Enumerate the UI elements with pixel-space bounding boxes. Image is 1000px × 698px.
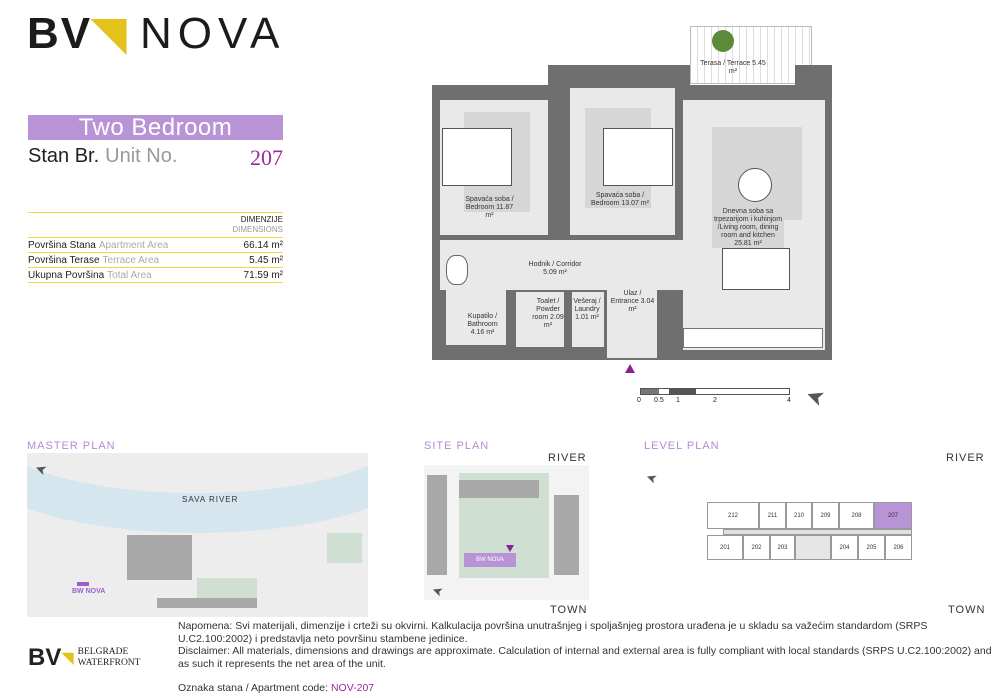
unit-203[interactable]: 203 (770, 535, 795, 560)
north-arrow-icon: ➤ (643, 469, 659, 488)
building (157, 598, 257, 608)
bedroom-1-label: Spavaća soba / Bedroom 11.87 m² (465, 196, 514, 219)
north-arrow-icon: ➤ (429, 582, 445, 600)
bw-nova-label: BW NOVA (72, 588, 106, 595)
park (327, 533, 362, 563)
row-value: 71.59 m² (243, 270, 283, 281)
building (459, 480, 539, 498)
unit-label-en: Unit No. (105, 145, 178, 167)
unit-201[interactable]: 201 (707, 535, 743, 560)
kitchen-counter (683, 328, 823, 348)
logo-w-mark: ◥ (92, 9, 128, 58)
master-plan-title: MASTER PLAN (27, 440, 116, 452)
dining-table-icon (722, 248, 790, 290)
park (197, 578, 257, 598)
level-town-label: TOWN (948, 604, 986, 616)
header-en: DIMENSIONS (232, 225, 283, 234)
building (554, 495, 579, 575)
scale-tick: 2 (713, 397, 717, 404)
scale-tick: 0 (637, 397, 641, 404)
north-arrow-icon: ➤ (32, 460, 49, 480)
site-plan-title: SITE PLAN (424, 440, 490, 452)
unit-211[interactable]: 211 (759, 502, 786, 529)
sink-icon (446, 255, 468, 285)
unit-208[interactable]: 208 (839, 502, 874, 529)
unit-type-banner: Two Bedroom (28, 115, 283, 140)
row-label-en: Terrace Area (102, 255, 160, 266)
belgrade-waterfront-logo (28, 644, 140, 672)
row-value: 5.45 m² (249, 255, 283, 266)
unit-212[interactable]: 212 (707, 502, 759, 529)
bw-nova-marker (77, 582, 89, 586)
row-value: 66.14 m² (243, 240, 283, 251)
wall (795, 65, 832, 95)
table-icon (738, 168, 772, 202)
unit-202[interactable]: 202 (743, 535, 770, 560)
logo-bv: BV (27, 8, 93, 58)
toilet-label: Toalet / Powder room 2.09 m² (532, 298, 564, 329)
level-plan-map (707, 500, 913, 570)
unit-204[interactable]: 204 (831, 535, 858, 560)
level-plan-title: LEVEL PLAN (644, 440, 720, 452)
unit-210[interactable]: 210 (786, 502, 812, 529)
scale-bar (640, 388, 790, 395)
apartment-code-label: Oznaka stana / Apartment code: (178, 682, 329, 694)
level-river-label: RIVER (946, 452, 985, 464)
scale-tick: 4 (787, 397, 791, 404)
scale-tick: 0.5 (654, 397, 664, 404)
site-river-label: RIVER (548, 452, 587, 464)
row-label: Površina Stana (28, 240, 96, 251)
river-label: SAVA RIVER (182, 495, 239, 504)
site-plan-map (424, 465, 589, 600)
logo-line2: WATERFRONT (77, 658, 141, 668)
note-en: Disclaimer: All materials, dimensions and drawings are approximate. Calculation of internal and external area is fully compliant with local standards (SRPS U.C2.100:2002) and as such it represents the net area of the unit. (178, 645, 992, 670)
bathroom-label: Kupatilo / Bathroom 4.16 m² (467, 313, 498, 336)
stair-core (795, 535, 831, 560)
living-room-label: Dnevna soba sa trpezarijom i kuhinjom /Living room, dining room and kitchen 25.81 m² (713, 208, 783, 247)
header-local: DIMENZIJE (240, 215, 283, 224)
unit-label-local: Stan Br. (28, 145, 100, 167)
logo-bv: BV (28, 644, 62, 671)
logo-w-mark: ◥ (61, 650, 74, 667)
logo-nova: NOVA (139, 8, 286, 58)
logo-line1: BELGRADE (77, 647, 129, 657)
row-label: Površina Terase (28, 255, 100, 266)
bw-nova-building: BW NOVA (464, 553, 516, 567)
site-town-label: TOWN (550, 604, 588, 616)
note-local: Napomena: Svi materijali, dimenzije i crteži su okvirni. Kalkulacija površina unutrašnjeg i spoljašnjeg prostora urađena je u skladu sa važećim standardom (SRPS U.C2.100:2002) i predstavlja neto površinu stambene jedinice. (178, 620, 928, 645)
bed-icon (603, 128, 673, 186)
north-arrow-icon: ➤ (802, 382, 828, 413)
disclaimer (178, 620, 993, 695)
unit-205[interactable]: 205 (858, 535, 885, 560)
apartment-code-value: NOV-207 (330, 682, 375, 694)
unit-number: 207 (250, 145, 283, 170)
plant-icon (712, 30, 734, 52)
unit-206[interactable]: 206 (885, 535, 912, 560)
unit-209[interactable]: 209 (812, 502, 839, 529)
row-label: Ukupna Površina (28, 270, 105, 281)
row-label-en: Total Area (107, 270, 152, 281)
corridor-label: Hodnik / Corridor 5.09 m² (528, 261, 582, 276)
master-plan-map (27, 453, 368, 617)
laundry-label: Vešeraj / Laundry 1.01 m² (573, 298, 601, 321)
scale-tick: 1 (676, 397, 680, 404)
building (127, 535, 192, 580)
building (427, 475, 447, 575)
bed-icon (442, 128, 512, 186)
bedroom-2-label: Spavaća soba / Bedroom 13.07 m² (591, 192, 649, 207)
entrance-label: Ulaz / Entrance 3.04 m² (610, 290, 655, 313)
entrance-arrow-icon (625, 364, 635, 373)
unit-207-highlighted[interactable]: 207 (874, 502, 912, 529)
row-label-en: Apartment Area (98, 240, 169, 251)
terrace-label: Terasa / Terrace 5.45 m² (700, 60, 766, 75)
entrance-marker-icon (506, 545, 514, 552)
